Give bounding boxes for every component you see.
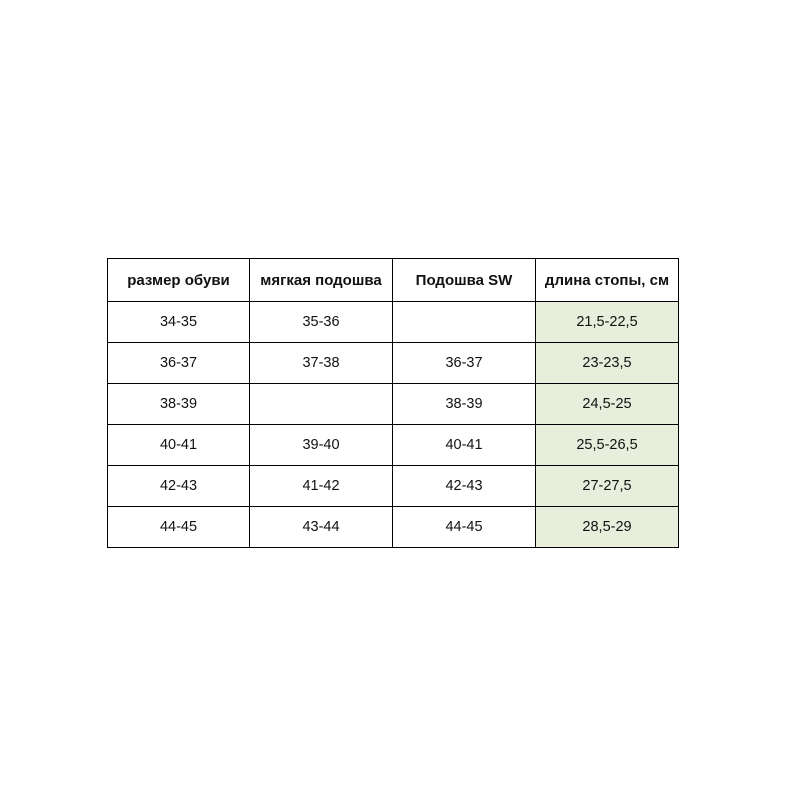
cell-soft-sole: 43-44: [250, 507, 393, 548]
cell-sw-sole: 42-43: [393, 466, 536, 507]
table-header-row: [108, 259, 679, 302]
cell-foot-length: 21,5-22,5: [536, 302, 679, 343]
cell-shoe-size: 38-39: [108, 384, 250, 425]
cell-foot-length: 28,5-29: [536, 507, 679, 548]
table-row: [108, 466, 679, 507]
cell-soft-sole: 39-40: [250, 425, 393, 466]
cell-shoe-size: 34-35: [108, 302, 250, 343]
cell-sw-sole: 36-37: [393, 343, 536, 384]
table-row: [108, 425, 679, 466]
cell-shoe-size: 40-41: [108, 425, 250, 466]
cell-foot-length: 23-23,5: [536, 343, 679, 384]
cell-shoe-size: 42-43: [108, 466, 250, 507]
column-header-foot-length: длина стопы, см: [536, 259, 679, 302]
table-row: [108, 507, 679, 548]
cell-shoe-size: 44-45: [108, 507, 250, 548]
cell-soft-sole: 37-38: [250, 343, 393, 384]
cell-shoe-size: 36-37: [108, 343, 250, 384]
cell-foot-length: 25,5-26,5: [536, 425, 679, 466]
cell-sw-sole: 40-41: [393, 425, 536, 466]
size-chart-container: [107, 258, 678, 548]
cell-foot-length: 24,5-25: [536, 384, 679, 425]
table-row: [108, 343, 679, 384]
table-row: [108, 384, 679, 425]
table-row: [108, 302, 679, 343]
size-chart-table: [107, 258, 679, 548]
column-header-soft-sole: мягкая подошва: [250, 259, 393, 302]
cell-sw-sole: [393, 302, 536, 343]
cell-soft-sole: 35-36: [250, 302, 393, 343]
column-header-sw-sole: Подошва SW: [393, 259, 536, 302]
column-header-shoe-size: размер обуви: [108, 259, 250, 302]
cell-foot-length: 27-27,5: [536, 466, 679, 507]
cell-sw-sole: 38-39: [393, 384, 536, 425]
cell-soft-sole: [250, 384, 393, 425]
cell-soft-sole: 41-42: [250, 466, 393, 507]
cell-sw-sole: 44-45: [393, 507, 536, 548]
